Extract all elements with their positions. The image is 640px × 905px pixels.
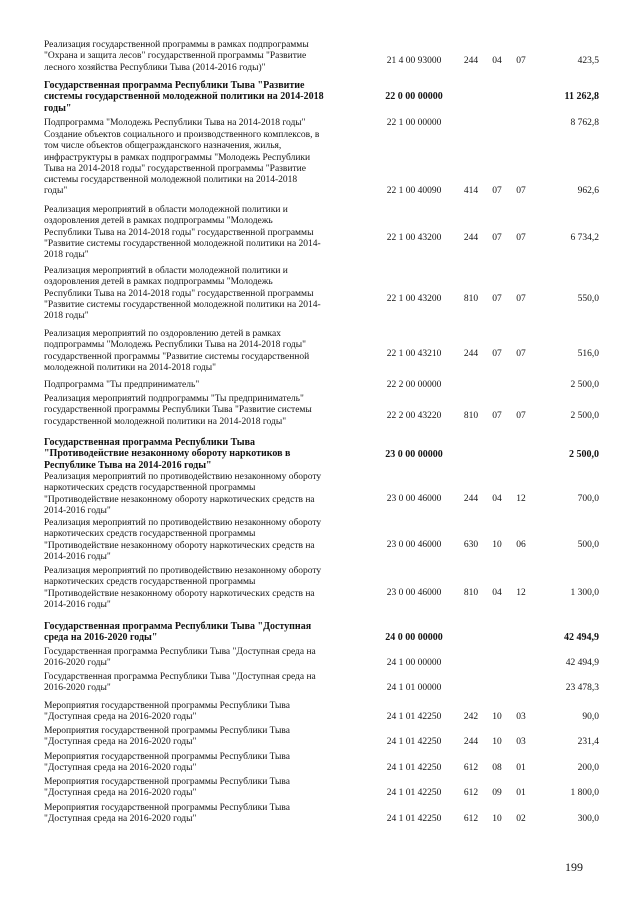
subsection-code: 03 [516,712,526,722]
expense-type: 244 [463,233,479,243]
amount: 500,0 [577,540,599,550]
subsection-code: 12 [516,588,526,598]
section-code: 04 [492,56,502,66]
subsection-code: 07 [516,186,526,196]
section-code: 07 [492,349,502,359]
expense-type: 244 [463,494,479,504]
target-code: 22 1 00 43200 [386,233,442,243]
section-code: 10 [492,737,502,747]
amount: 23 478,3 [565,683,599,693]
section-code: 08 [492,763,502,773]
section-code: 10 [492,540,502,550]
section-code: 10 [492,712,502,722]
target-code: 22 1 00 40090 [386,186,442,196]
expense-type: 244 [463,349,479,359]
target-code: 22 0 00 00000 [385,91,443,102]
target-code: 23 0 00 00000 [385,449,443,460]
subsection-code: 12 [516,494,526,504]
target-code: 24 1 01 42250 [386,763,442,773]
row-name: Создание объектов социального и производственного комплексов, в том числе объектов общегражданского назначения, жилья, инфраструктуры в рамках подпрограммы "Молодежь Республики Тыва на 2014-2018 годы" государственной программы "Развитие системы государственной молодежной политики на 2014-2018 годы" [44,130,320,197]
expense-type: 810 [463,294,479,304]
row-name: Государственная программа Республики Тыва "Доступная среда на 2016-2020 годы" [44,672,316,694]
subsection-code: 07 [516,411,526,421]
section-code: 07 [492,294,502,304]
row-name: Государственная программа Республики Тыва "Доступная среда на 2016-2020 годы" [44,647,316,669]
row-name: Реализация мероприятий в области молодежной политики и оздоровления детей в рамках подпрограммы "Молодежь Республики Тыва на 2014-2018 годы" государственной программы "Развитие системы государственной молодежной политики на 2014- 2018 годы" [44,266,321,322]
expense-type: 612 [463,814,479,824]
row-name: Реализация мероприятий по оздоровлению детей в рамках подпрограммы "Молодежь Республики Тыва на 2014-2018 годы" государственной программы "Развитие системы государственной молодежной политики на 2014-2018 годы" [44,329,310,373]
row-name: Мероприятия государственной программы Республики Тыва "Доступная среда на 2016-2020 годы" [44,752,290,774]
row-name: Реализация мероприятий по противодействию незаконному обороту наркотических средств государственной программы "Противодействие незаконному обороту наркотических средств на 2014-2016 годы" [44,518,322,562]
target-code: 24 0 00 00000 [385,632,443,643]
target-code: 23 0 00 46000 [386,540,442,550]
target-code: 24 1 01 42250 [386,788,442,798]
section-code: 04 [492,494,502,504]
expense-type: 244 [463,737,479,747]
page-number: 199 [565,860,583,874]
target-code: 22 2 00 00000 [386,380,442,390]
section-code: 10 [492,814,502,824]
expense-type: 242 [463,712,479,722]
amount: 2 500,0 [570,411,599,421]
row-name: Государственная программа Республики Тыва "Доступная среда на 2016-2020 годы" [44,621,312,644]
section-code: 04 [492,588,502,598]
expense-type: 810 [463,588,479,598]
subsection-code: 01 [516,763,526,773]
section-code: 07 [492,186,502,196]
subsection-code: 07 [516,56,526,66]
row-name: Государственная программа Республики Тыва "Развитие системы государственной молодежной политики на 2014-2018 годы" [44,80,324,114]
subsection-code: 07 [516,233,526,243]
target-code: 23 0 00 46000 [386,588,442,598]
row-name: Реализация мероприятий в области молодежной политики и оздоровления детей в рамках подпрограммы "Молодежь Республики Тыва на 2014-2018 годы" государственной программы "Развитие системы государственной молодежной политики на 2014- 2018 годы" [44,205,321,261]
target-code: 24 1 01 42250 [386,712,442,722]
target-code: 22 1 00 43200 [386,294,442,304]
amount: 2 500,0 [570,380,599,390]
amount: 231,4 [577,737,599,747]
row-name: Подпрограмма "Молодежь Республики Тыва на 2014-2018 годы" [44,118,306,128]
amount: 423,5 [577,56,599,66]
amount: 550,0 [577,294,599,304]
section-code: 07 [492,411,502,421]
amount: 1 300,0 [570,588,599,598]
amount: 42 494,9 [564,632,599,643]
subsection-code: 02 [516,814,526,824]
expense-type: 414 [463,186,479,196]
amount: 42 494,9 [565,658,599,668]
row-name: Мероприятия государственной программы Республики Тыва "Доступная среда на 2016-2020 годы" [44,701,290,723]
amount: 962,6 [577,186,599,196]
target-code: 24 1 01 42250 [386,737,442,747]
row-name: Государственная программа Республики Тыва "Противодействие незаконному обороту наркотиков в Республике Тыва на 2014-2016 годы" [44,437,291,471]
amount: 300,0 [577,814,599,824]
amount: 200,0 [577,763,599,773]
amount: 8 762,8 [570,118,599,128]
amount: 6 734,2 [570,233,599,243]
section-code: 07 [492,233,502,243]
subsection-code: 01 [516,788,526,798]
target-code: 24 1 01 42250 [386,814,442,824]
amount: 516,0 [577,349,599,359]
expense-type: 612 [463,763,479,773]
expense-type: 810 [463,411,479,421]
target-code: 23 0 00 46000 [386,494,442,504]
target-code: 22 1 00 43210 [386,349,442,359]
row-name: Реализация мероприятий по противодействию незаконному обороту наркотических средств государственной программы "Противодействие незаконному обороту наркотических средств на 2014-2016 годы" [44,566,322,610]
expense-type: 630 [463,540,479,550]
row-name: Мероприятия государственной программы Республики Тыва "Доступная среда на 2016-2020 годы" [44,726,290,748]
subsection-code: 07 [516,294,526,304]
target-code: 24 1 00 00000 [386,658,442,668]
expense-type: 244 [463,56,479,66]
target-code: 22 2 00 43220 [386,411,442,421]
expense-type: 612 [463,788,479,798]
target-code: 21 4 00 93000 [386,56,442,66]
subsection-code: 03 [516,737,526,747]
row-name: Реализация государственной программы в рамках подпрограммы "Охрана и защита лесов" государственной программы "Развитие лесного хозяйства Республики Тыва (2014-2016 годы)" [44,40,309,73]
amount: 11 262,8 [564,91,599,102]
target-code: 24 1 01 00000 [386,683,442,693]
row-name: Реализация мероприятий подпрограммы "Ты предприниматель" государственной программы Республики Тыва "Развитие системы государственной молодежной политики на 2014-2018 годы" [44,394,312,427]
row-name: Мероприятия государственной программы Республики Тыва "Доступная среда на 2016-2020 годы" [44,803,290,825]
row-name: Реализация мероприятий по противодействию незаконному обороту наркотических средств государственной программы "Противодействие незаконному обороту наркотических средств на 2014-2016 годы" [44,472,322,516]
target-code: 22 1 00 00000 [386,118,442,128]
subsection-code: 06 [516,540,526,550]
section-code: 09 [492,788,502,798]
subsection-code: 07 [516,349,526,359]
amount: 2 500,0 [569,449,599,460]
row-name: Мероприятия государственной программы Республики Тыва "Доступная среда на 2016-2020 годы" [44,777,290,799]
amount: 90,0 [582,712,599,722]
amount: 700,0 [577,494,599,504]
amount: 1 800,0 [570,788,599,798]
row-name: Подпрограмма "Ты предприниматель" [44,380,200,390]
